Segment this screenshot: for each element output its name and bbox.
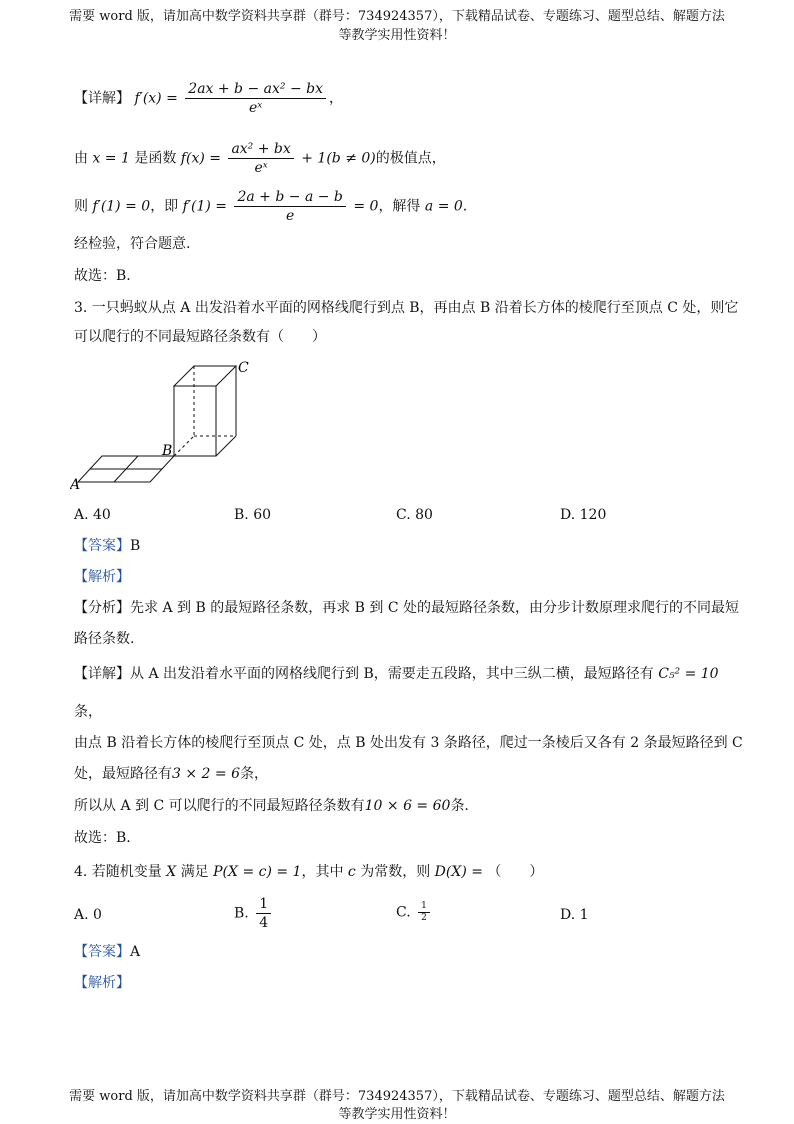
q2-solve-line: [74, 188, 467, 225]
q4-stem-x: X: [166, 864, 177, 880]
q3-fenxi-tag: 【分析】: [74, 600, 130, 616]
q2-detail-tag: 【详解】: [74, 90, 130, 107]
q4-answer: A: [130, 944, 141, 960]
q4-option-c-num: 1: [418, 901, 430, 913]
q2-check: 经检验，符合题意.: [74, 236, 191, 252]
q4-option-c-label: C.: [396, 904, 411, 921]
q2-fprime-lhs: f′(x) =: [134, 90, 178, 107]
q4-option-c: [396, 901, 433, 924]
q2-line2-tail-math: + 1(b ≠ 0): [301, 150, 376, 167]
q4-option-d: D. 1: [560, 907, 589, 923]
q4-stem-pre: 4. 若随机变量: [74, 864, 162, 880]
q2-fprime-num: 2ax + b − ax² − bx: [185, 80, 326, 99]
q3-detail-line4: [74, 764, 268, 784]
q3-answer-line: [74, 536, 140, 556]
q2-extremum-line: [74, 140, 446, 177]
q4-stem-p: P(X = c) = 1: [213, 864, 302, 880]
q3-detail1-math: C₅² = 10: [658, 666, 719, 682]
q3-detail5-post: 条.: [450, 798, 469, 814]
q2-fprime-den: eˣ: [249, 100, 263, 116]
cuboid-grid-figure: [70, 358, 270, 493]
q4-option-a: A. 0: [74, 907, 102, 923]
q2-choose: 故选：B.: [74, 268, 131, 284]
q3-option-c: C. 80: [396, 507, 433, 523]
page-footer-line1: 需要 word 版，请加高中数学资料共享群（群号：734924357），下载精品试卷、专题练习、题型总结、解题方法: [69, 1089, 725, 1104]
q2-line2-mid: 是函数: [134, 150, 177, 167]
point-a-label: A: [70, 477, 81, 493]
q2-line2-pre: 由: [74, 150, 88, 167]
q3-stem-line1: 3. 一只蚂蚁从点 A 出发沿着水平面的网格线爬行到点 B，再由点 B 沿着长方体的棱爬行至顶点 C 处，则它: [74, 300, 739, 316]
q4-option-b-fraction: [256, 895, 271, 932]
q3-stem-line2: 可以爬行的不同最短路径条数有（ ）: [74, 329, 326, 345]
q4-option-c-den: 2: [421, 913, 427, 923]
q3-detail5-pre: 所以从 A 到 C 可以爬行的不同最短路径条数有: [74, 798, 365, 814]
q3-option-d: D. 120: [560, 507, 607, 523]
q2-line3-mid: ，即: [150, 198, 179, 215]
q2-line2-tail: 的极值点，: [375, 150, 446, 167]
q2-line2-fraction: [228, 140, 293, 177]
grid-lines: [78, 456, 174, 482]
q3-detail-line5: [74, 796, 469, 816]
q3-detail-line3: 由点 B 沿着长方体的棱爬行至顶点 C 处，点 B 处出发有 3 条路径，爬过一条棱后又各有 2 条最短路径到 C: [74, 735, 743, 751]
q2-line3-eq2: = 0: [353, 198, 379, 215]
q3-fenxi-line2: 路径条数.: [74, 631, 135, 647]
q2-fprime-fraction: [185, 80, 326, 117]
point-c-label: C: [238, 360, 249, 376]
q2-line3-num: 2a + b − a − b: [234, 188, 345, 207]
q4-analysis-tag: 【解析】: [74, 975, 130, 991]
q3-detail-text1: 从 A 出发沿着水平面的网格线爬行到 B，需要走五段路，其中三纵二横，最短路径有: [130, 666, 654, 682]
q3-answer-tag: 【答案】: [74, 538, 130, 554]
q4-stem-c: c: [347, 864, 356, 880]
q2-line3-f: f′(1) =: [182, 198, 228, 215]
point-b-label: B: [162, 443, 173, 459]
q2-line3-den: e: [286, 208, 295, 224]
cuboid-hidden-edges: [174, 366, 236, 456]
q3-choose: 故选：B.: [74, 830, 131, 846]
q4-stem-mid: 满足: [180, 864, 209, 880]
q3-detail4-pre: 处，最短路径有: [74, 766, 172, 782]
q4-option-b-label: B.: [234, 905, 249, 922]
q2-fprime-tail: ，: [329, 90, 343, 107]
q3-detail-line1: [74, 664, 719, 684]
q4-stem-mid3: 为常数，则: [360, 864, 431, 880]
q3-detail-line2: 条，: [74, 704, 102, 720]
cuboid-edges: [174, 366, 236, 456]
q4-answer-line: [74, 942, 140, 962]
page-footer-line2: 等教学实用性资料！: [338, 1107, 456, 1122]
q3-detail4-post: 条，: [239, 766, 268, 782]
q2-derivative-line: [74, 80, 343, 117]
q3-detail4-math: 3 × 2 = 6: [172, 766, 240, 782]
q4-stem-end: （ ）: [487, 864, 544, 880]
page-header-line1: 需要 word 版，请加高中数学资料共享群（群号：734924357），下载精品试卷、专题练习、题型总结、解题方法: [69, 9, 725, 24]
q2-line3-res: a = 0: [424, 198, 463, 215]
q4-stem: [74, 862, 543, 882]
q3-fenxi-line1: [74, 598, 739, 618]
q3-option-a: A. 40: [74, 507, 111, 523]
q3-detail5-math: 10 × 6 = 60: [364, 798, 451, 814]
q3-detail-tag: 【详解】: [74, 666, 130, 682]
q3-fenxi-text1: 先求 A 到 B 的最短路径条数，再求 B 到 C 处的最短路径条数，由分步计数原理求爬行的不同最短: [130, 600, 739, 616]
q4-stem-mid2: ，其中: [301, 864, 344, 880]
q4-option-b: [234, 895, 274, 932]
q3-answer: B: [130, 538, 141, 554]
q2-line3-fraction: [234, 188, 345, 225]
q3-analysis-tag: 【解析】: [74, 569, 130, 585]
q2-line3-eq1: f′(1) = 0: [92, 198, 151, 215]
q2-line3-pre: 则: [74, 198, 88, 215]
q2-line3-mid2: ，解得: [378, 198, 421, 215]
q2-line2-num: ax² + bx: [228, 140, 293, 159]
q4-stem-d: D(X) =: [434, 864, 483, 880]
q2-line2-f: f(x) =: [180, 150, 221, 167]
page-header-line2: 等教学实用性资料！: [338, 28, 456, 43]
q3-option-b: B. 60: [234, 507, 272, 523]
q4-option-b-den: 4: [259, 915, 269, 931]
q4-option-c-fraction: [418, 901, 430, 924]
q4-answer-tag: 【答案】: [74, 944, 130, 960]
q2-line3-end: .: [462, 198, 468, 215]
q2-line2-x1: x = 1: [92, 150, 130, 167]
q2-line2-den: eˣ: [254, 160, 268, 176]
q4-option-b-num: 1: [256, 895, 271, 914]
